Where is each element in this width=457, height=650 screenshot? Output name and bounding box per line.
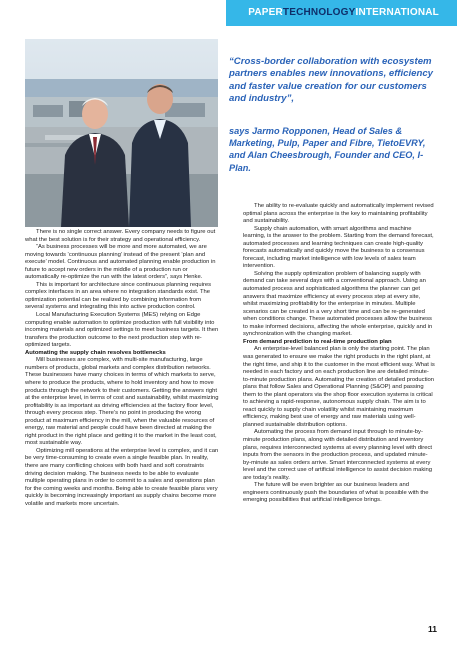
paragraph: Solving the supply optimization problem of balancing supply with demand can take several days with a conventional approach. Using an automated process and sophisticated algorithms the planner can get answers that maximize efficiency at every process step at every site, whilst maximizing profitability for the enterprise in minutes. Multiple scenarios can be created in a very short time and can be re-generated when conditions change. These automated processes allow the business to make informed decisions, affecting the whole enterprise, quickly and in synchronization with the changing market. (243, 270, 433, 338)
magazine-brand (248, 7, 439, 18)
paragraph: “As business processes will be more and more automated, we are moving towards ‘continuous planning’ instead of the present ‘plan and execute’ model. Continuous and automated planning enable production in future to accept new orders in the middle of a production run or automatically re-optimize the run with the latest orders”, says Henke. (25, 244, 216, 281)
portrait-photo (25, 39, 218, 227)
section-heading: From demand prediction to real-time production plan (243, 338, 392, 345)
portrait-photo-illustration (25, 39, 218, 227)
paragraph: Local Manufacturing Execution Systems (MES) relying on Edge computing enable automation to optimize production with full visibility into incoming materials and optimized settings to meet business targets. It then transfers the production outcome to the next production step with re-optimized targets. (25, 312, 219, 349)
brand-mid: TECHNOLOGY (282, 7, 356, 18)
paragraph: Optimizing mill operations at the enterprise level is complex, and it can be very time-consuming to create even a single feasible plan. In reality, there are many conflicting choices with both hard and soft constraints driving decision making. The business needs to be able to evaluate multiple operating plans in order to commit to a sales and operations plan for the coming weeks and months. Being able to create feasible plans very quickly is becoming increasingly important as supply chains become more volatile and markets more uncertain. (25, 447, 219, 507)
paragraph: Supply chain automation, with smart algorithms and machine learning, is the answer to the problem. Starting from the demand forecast, automated processes and learning techniques can create high-quality forecasts automatically and quickly move the business to a consensus forecast, including market intelligence with low levels of sales team intervention. (243, 225, 434, 270)
right-column (243, 203, 435, 505)
paragraph: The future will be even brighter as our business leaders and engineers continuously push the boundaries of what is possible with the emerging possibilities that artificial intelligence brings. (243, 482, 429, 504)
paragraph: Automating the process from demand input through to minute-by-minute production plans, along with detailed distribution and inventory plans, requires interconnected systems at every planning level with direct inputs from the sensors in the production process, and updated minute-by-minute as sales orders arrive. Smart interconnected systems at every level and the correct use of artificial intelligence to assist decision making are today’s reality. (243, 429, 433, 481)
section-heading: Automating the supply chain resolves bottlenecks (25, 349, 166, 356)
paragraph: An enterprise-level balanced plan is only the starting point. The plan was generated to ensure we make the right products in the right plant, at the right time, and ship it to the customer in the most efficient way. What is needed in each factory and on each production line are detailed minute-to-minute production plans. Automating the creation of detailed production plans that follow Sales and Operational Planning (S&OP) and passing them to the plant operators via the shop floor execution systems is critical to achieving a rapid-response, autonomous supply chain. The aim is to react quickly to supply chain volatility whilst maintaining maximum efficiency, making best use of energy and raw materials using well-planned sustainable distribution options. (243, 346, 435, 428)
pull-quote: “Cross-border collaboration with ecosystem partners enables new innovations, efficiency and faster value creation for our customers and industry”, (229, 56, 434, 105)
paragraph: This is important for architecture since continuous planning requires complex interfaces in an area where no integration standards exist. The optimization potential can be realized by combining information from several systems and integrating this into active production control. (25, 281, 212, 311)
paragraph: The ability to re-evaluate quickly and automatically implement revised optimal plans across the enterprise is the key to maintaining profitability and sustainability. (243, 203, 434, 225)
quote-attribution: says Jarmo Ropponen, Head of Sales & Marketing, Pulp, Paper and Fibre, TietoEVRY, and Alan Cheesbrough, Founder and CEO, I-Plan. (229, 126, 426, 173)
brand-left: PAPER (248, 7, 283, 18)
page-number: 11 (428, 624, 437, 634)
brand-right: INTERNATIONAL (355, 7, 439, 18)
left-column (25, 229, 220, 508)
paragraph: There is no single correct answer. Every company needs to figure out what the best solution is for their strategy and operational efficiency. (25, 229, 216, 243)
paragraph: Mill businesses are complex, with multi-site manufacturing, large numbers of products, global markets and complex distribution networks. These businesses have many choices in terms of which markets to serve, where to produce the products, where to hold inventory and how to move products through the network to their customers. Getting the answers right at the enterprise level, in terms of cost and sustainability, whilst maximizing profitability is as important as driving efficiencies at the factory floor level, through every process step. There’s no point in producing the wrong product at maximum efficiency in the mill, when the valuable resources of energy, raw material and people could have been directed at making the right product in the right place and getting it to the market in the least cost, most sustainable way. (25, 357, 219, 447)
header-band (226, 0, 457, 26)
